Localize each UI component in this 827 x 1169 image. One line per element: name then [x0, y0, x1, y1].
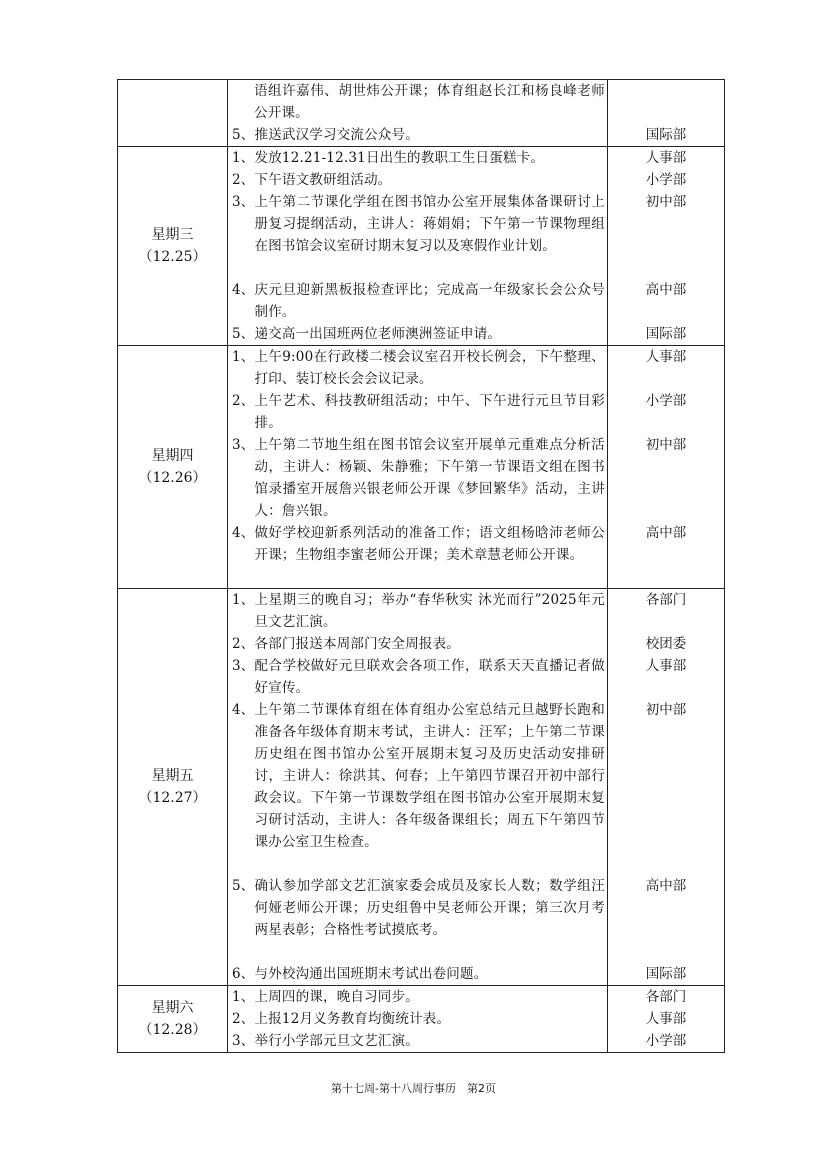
day-name: 星期四 [151, 448, 194, 464]
task-number: 3、 [232, 658, 255, 674]
tasks-cell [228, 589, 608, 986]
task-item [228, 390, 607, 434]
department-label [608, 765, 724, 787]
task-item [228, 963, 607, 985]
task-text: 庆元旦迎新黑板报检查评比；完成高一年级家长会公众号制作。 [254, 282, 605, 320]
tasks-cell [228, 986, 608, 1053]
task-number: 5、 [232, 326, 255, 342]
department-label [608, 102, 724, 124]
department-label [608, 919, 724, 941]
task-text: 确认参加学部文艺汇演家委会成员及家长人数；数学组汪何娅老师公开课；历史组鲁中昊老师公开课；第三次月考两星表彰；合格性考试摸底考。 [254, 878, 605, 938]
task-item [228, 986, 607, 1008]
task-text: 发放12.21-12.31日出生的教职工生日蛋糕卡。 [254, 150, 545, 166]
task-text: 语组许嘉伟、胡世炜公开课；体育组赵长江和杨良峰老师公开课。 [254, 83, 605, 121]
department-label [608, 257, 724, 279]
department-label [608, 478, 724, 500]
task-item [228, 522, 607, 588]
task-item [228, 589, 607, 633]
task-number: 2、 [232, 636, 255, 652]
department-label [608, 897, 724, 919]
task-item [228, 80, 607, 124]
task-number: 3、 [232, 437, 255, 453]
department-label: 小学部 [645, 172, 687, 188]
task-text: 上午第二节课体育组在体育组办公室总结元旦越野长跑和准备各年级体育期末考试，主讲人：汪军；上午第二节课历史组在图书馆办公室开展期末复习及历史活动安排研讨，主讲人：徐洪其、何春；上午第四节课召开初中部行政会议。下午第一节课数学组在图书馆办公室开展期末复习研讨活动，主讲人：各年级备课组长；周五下午第四节课办公室卫生检查。 [254, 702, 605, 850]
task-number: 1、 [232, 592, 255, 608]
task-number: 2、 [232, 1011, 255, 1027]
task-item [228, 875, 607, 963]
department-label: 高中部 [645, 878, 687, 894]
task-text: 上报12月义务教育均衡统计表。 [254, 1011, 451, 1027]
task-text: 递交高一出国班两位老师澳洲签证申请。 [254, 326, 502, 342]
day-date: （12.25） [138, 249, 207, 265]
task-item [228, 699, 607, 875]
department-label [608, 787, 724, 809]
task-item [228, 191, 607, 279]
dept-cell [608, 986, 725, 1053]
department-label: 高中部 [645, 525, 687, 541]
task-number: 1、 [232, 349, 255, 365]
day-cell [118, 589, 228, 986]
department-label [608, 809, 724, 831]
department-label [608, 677, 724, 699]
day-name: 星期三 [151, 227, 194, 243]
department-label: 国际部 [645, 127, 687, 143]
department-label [608, 544, 724, 566]
schedule-row [118, 346, 725, 589]
department-label: 初中部 [645, 702, 687, 718]
task-item [228, 169, 607, 191]
task-item [228, 279, 607, 323]
task-number: 4、 [232, 525, 255, 541]
task-text: 上午第二节地生组在图书馆会议室开展单元重难点分析活动，主讲人：杨颖、朱静雅；下午第一节课语文组在图书馆录播室开展詹兴银老师公开课《梦回繁华》活动，主讲人：詹兴银。 [254, 437, 605, 519]
department-label: 校团委 [645, 636, 687, 652]
task-number: 3、 [232, 1033, 255, 1049]
dept-cell [608, 589, 725, 986]
department-label: 高中部 [645, 282, 687, 298]
task-number: 3、 [232, 194, 255, 210]
task-number: 5、 [232, 127, 255, 143]
day-date: （12.26） [138, 470, 207, 486]
task-item [228, 323, 607, 345]
task-item [228, 1030, 607, 1052]
department-label [608, 235, 724, 257]
task-text: 上午9:00在行政楼二楼会议室召开校长例会，下午整理、打印、装订校长会会议记录。 [254, 349, 605, 387]
department-label: 人事部 [645, 1011, 687, 1027]
department-label [608, 301, 724, 323]
page-footer: 第十七周-第十八周行事历 第2页 [331, 1082, 496, 1095]
department-label: 小学部 [645, 393, 687, 409]
department-label: 国际部 [645, 966, 687, 982]
schedule-row [118, 80, 725, 147]
department-label: 人事部 [645, 658, 687, 674]
day-name: 星期五 [151, 768, 194, 784]
schedule-row [118, 986, 725, 1053]
task-item [228, 1008, 607, 1030]
department-label: 各部门 [645, 989, 687, 1005]
department-label [608, 831, 724, 853]
task-text: 做好学校迎新系列活动的准备工作；语文组杨晗沛老师公开课；生物组李蜜老师公开课；美术章慧老师公开课。 [254, 525, 605, 563]
task-item [228, 434, 607, 522]
day-date: （12.28） [138, 1022, 207, 1038]
schedule-row [118, 147, 725, 346]
department-label [608, 941, 724, 963]
task-text: 配合学校做好元旦联欢会各项工作，联系天天直播记者做好宣传。 [254, 658, 605, 696]
department-label [608, 853, 724, 875]
department-label [608, 80, 724, 102]
task-item [228, 633, 607, 655]
task-number: 4、 [232, 282, 255, 298]
task-text: 举行小学部元旦文艺汇演。 [254, 1033, 419, 1049]
department-label [608, 456, 724, 478]
department-label [608, 412, 724, 434]
department-label [608, 611, 724, 633]
task-text: 下午语文教研组活动。 [254, 172, 392, 188]
task-number: 2、 [232, 393, 255, 409]
task-text: 推送武汉学习交流公众号。 [254, 127, 419, 143]
day-cell [118, 986, 228, 1053]
department-label [608, 721, 724, 743]
task-text: 与外校沟通出国班期末考试出卷问题。 [254, 966, 488, 982]
day-cell [118, 346, 228, 589]
task-number: 4、 [232, 702, 255, 718]
department-label: 人事部 [645, 349, 687, 365]
task-item [228, 346, 607, 390]
department-label [608, 500, 724, 522]
department-label: 小学部 [645, 1033, 687, 1049]
department-label: 各部门 [645, 592, 687, 608]
department-label: 初中部 [645, 437, 687, 453]
dept-cell [608, 346, 725, 589]
task-number: 6、 [232, 966, 255, 982]
day-cell [118, 147, 228, 346]
task-item [228, 147, 607, 169]
department-label: 国际部 [645, 326, 687, 342]
task-item [228, 124, 607, 146]
task-number: 1、 [232, 150, 255, 166]
task-item [228, 655, 607, 699]
department-label: 人事部 [645, 150, 687, 166]
department-label [608, 213, 724, 235]
dept-cell [608, 147, 725, 346]
department-label [608, 566, 724, 588]
tasks-cell [228, 80, 608, 147]
task-text: 上午第二节课化学组在图书馆办公室开展集体备课研讨上册复习提纲活动，主讲人：蒋娟娟；下午第一节课物理组在图书馆会议室研讨期末复习以及寒假作业计划。 [254, 194, 605, 254]
task-number: 1、 [232, 989, 255, 1005]
task-text: 上周四的课，晚自习同步。 [254, 989, 419, 1005]
day-cell [118, 80, 228, 147]
dept-cell [608, 80, 725, 147]
task-text: 上星期三的晚自习；举办“春华秋实 沐光而行”2025年元旦文艺汇演。 [254, 592, 605, 630]
tasks-cell [228, 346, 608, 589]
day-name: 星期六 [151, 1000, 194, 1016]
task-text: 各部门报送本周部门安全周报表。 [254, 636, 460, 652]
task-text: 上午艺术、科技教研组活动；中午、下午进行元旦节目彩排。 [254, 393, 605, 431]
schedule-table [117, 79, 725, 1053]
task-number: 5、 [232, 878, 255, 894]
department-label [608, 368, 724, 390]
task-number: 2、 [232, 172, 255, 188]
department-label [608, 743, 724, 765]
department-label: 初中部 [645, 194, 687, 210]
tasks-cell [228, 147, 608, 346]
day-date: （12.27） [138, 790, 207, 806]
schedule-row [118, 589, 725, 986]
